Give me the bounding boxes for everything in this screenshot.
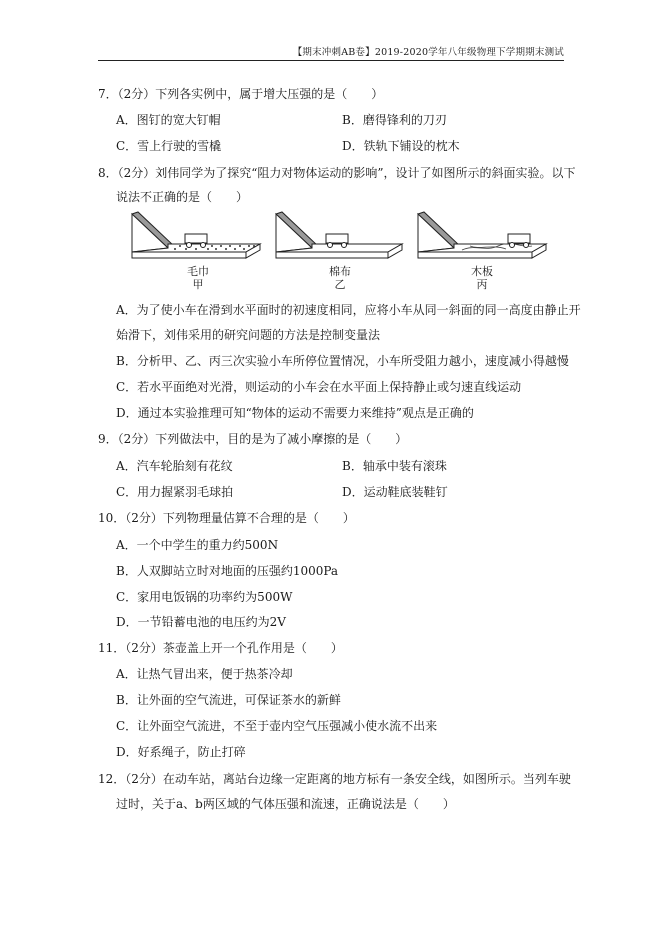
q7-option-a: A．图钉的宽大钉帽 xyxy=(116,113,221,127)
q9-option-a: A．汽车轮胎刻有花纹 xyxy=(116,459,233,473)
q11-option-c: C．让外面空气流进，不至于壶内空气压强减小使水流不出来 xyxy=(116,719,438,733)
caption-name-yi: 乙 xyxy=(334,278,346,291)
q8-option-a-line1: A．为了使小车在滑到水平面时的初速度相同，应将小车从同一斜面的同一高度由静止开 xyxy=(116,303,581,317)
q11-option-b: B．让外面的空气流进，可保证茶水的新鲜 xyxy=(116,693,341,707)
panel-jia xyxy=(132,212,260,258)
q8-option-c: C．若水平面绝对光滑，则运动的小车会在水平面上保持静止或匀速直线运动 xyxy=(116,380,522,394)
q8-option-a-line2: 始滑下，刘伟采用的研究问题的方法是控制变量法 xyxy=(116,328,381,342)
q11-option-a: A．让热气冒出来，便于热茶冷却 xyxy=(116,667,293,681)
caption-surface-bing: 木板 xyxy=(471,265,493,278)
q10-option-d: D．一节铅蓄电池的电压约为2V xyxy=(116,615,286,629)
q10-option-c: C．家用电饭锅的功率约为500W xyxy=(116,590,293,604)
panel-yi xyxy=(276,212,402,258)
q9-option-d: D．运动鞋底装鞋钉 xyxy=(342,485,448,499)
question-8-stem-line1: 8．（2分）刘伟同学为了探究“阻力对物体运动的影响”，设计了如图所示的斜面实验。以下 xyxy=(98,166,576,180)
question-7-stem: 7．（2分）下列各实例中，属于增大压强的是（ ） xyxy=(98,87,384,101)
caption-surface-jia: 毛巾 xyxy=(187,265,209,278)
question-12-stem-line2: 过时，关于a、b两区域的气体压强和流速，正确说法是（ ） xyxy=(116,797,455,811)
q8-option-d: D．通过本实验推理可知“物体的运动不需要力来维持”观点是正确的 xyxy=(116,406,474,420)
question-12-stem-line1: 12．（2分）在动车站，离站台边缘一定距离的地方标有一条安全线，如图所示。当列车驶 xyxy=(98,772,571,786)
q9-option-b: B．轴承中装有滚珠 xyxy=(342,459,447,473)
caption-name-bing: 丙 xyxy=(476,278,488,291)
caption-name-jia: 甲 xyxy=(192,278,204,291)
question-10-stem: 10．（2分）下列物理量估算不合理的是（ ） xyxy=(98,511,355,525)
q7-option-c: C．雪上行驶的雪橇 xyxy=(116,139,222,153)
question-11-stem: 11．（2分）茶壶盖上开一个孔作用是（ ） xyxy=(98,641,343,655)
panel-bing xyxy=(418,212,546,258)
q10-option-a: A．一个中学生的重力约500N xyxy=(116,538,279,552)
question-8-stem-line2: 说法不正确的是（ ） xyxy=(116,190,249,204)
q7-option-d: D．铁轨下铺设的枕木 xyxy=(342,139,460,153)
incline-experiment-figure xyxy=(130,208,550,294)
q8-option-b: B．分析甲、乙、丙三次实验小车所停位置情况，小车所受阻力越小，速度减小得越慢 xyxy=(116,354,569,368)
question-9-stem: 9．（2分）下列做法中，目的是为了减小摩擦的是（ ） xyxy=(98,432,408,446)
q10-option-b: B．人双脚站立时对地面的压强约1000Pa xyxy=(116,564,339,578)
q11-option-d: D．好系绳子，防止打碎 xyxy=(116,745,246,759)
caption-surface-yi: 棉布 xyxy=(329,265,351,278)
q9-option-c: C．用力握紧羽毛球拍 xyxy=(116,485,234,499)
header-rule xyxy=(98,60,564,61)
q7-option-b: B．磨得锋利的刀刃 xyxy=(342,113,447,127)
page-header: 【期末冲刺AB卷】2019-2020学年八年级物理下学期期末测试 xyxy=(292,47,564,58)
